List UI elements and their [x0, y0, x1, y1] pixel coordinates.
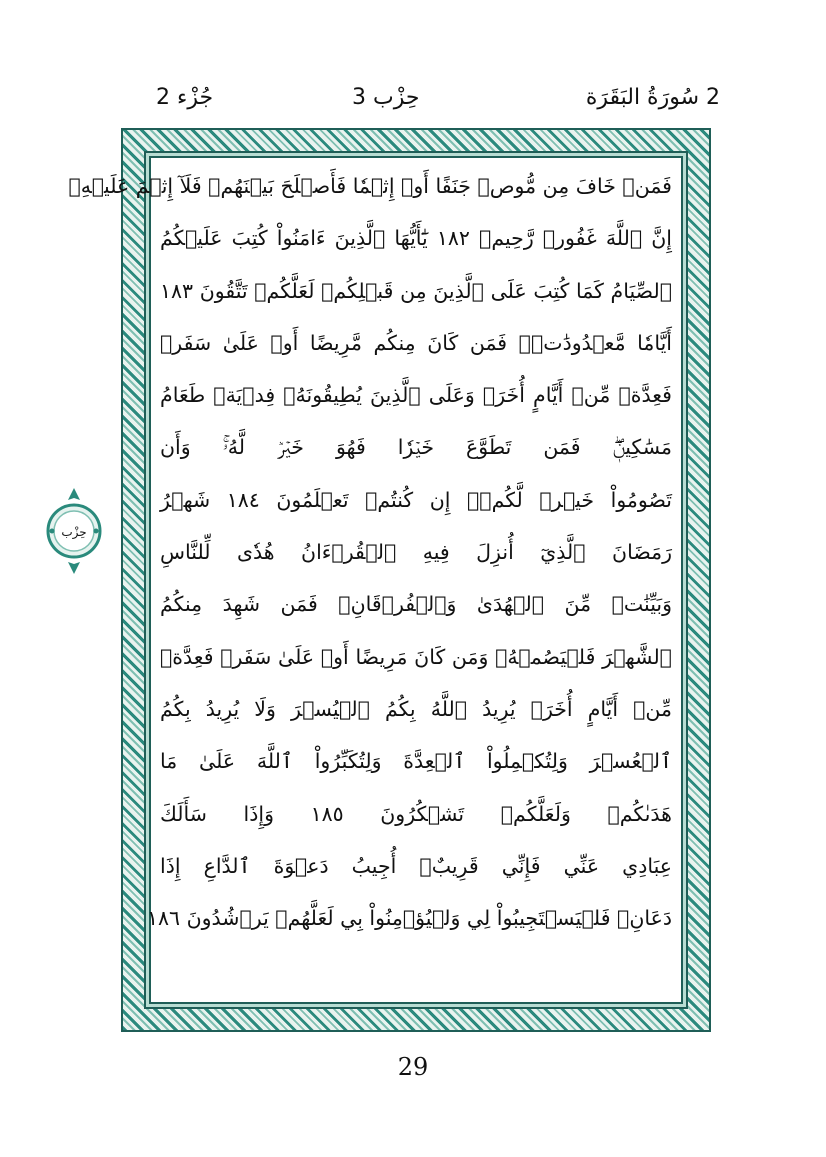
text-line: مِّنۡ أَيَّامٍ أُخَرَۗ يُرِيدُ ٱللَّهُ بِكُمُ ٱلۡيُسۡرَ وَلَا يُرِيدُ بِكُمُ [160, 696, 672, 721]
surah-title: 2 سُورَةُ البَقَرَة [585, 85, 720, 110]
text-line: فَعِدَّةٞ مِّنۡ أَيَّامٍ أُخَرَۚ وَعَلَى ٱلَّذِينَ يُطِيقُونَهُۥ فِدۡيَةٞ طَعَامُ [160, 383, 672, 408]
medallion-label: حِزْب [61, 525, 87, 539]
text-line: ٱلشَّهۡرَ فَلۡيَصُمۡهُۖ وَمَن كَانَ مَرِيضًا أَوۡ عَلَىٰ سَفَرٖ فَعِدَّةٞ [160, 644, 672, 669]
page-header [0, 78, 826, 118]
text-line: تَصُومُواْ خَيۡرٞ لَّكُمۡۖ إِن كُنتُمۡ تَعۡلَمُونَ ١٨٤ شَهۡرُ [160, 487, 672, 512]
text-line: إِنَّ ٱللَّهَ غَفُورٞ رَّحِيمٞ ١٨٢ يَٰٓأَيُّهَا ٱلَّذِينَ ءَامَنُواْ كُتِبَ عَلَيۡكُمُ [160, 226, 673, 251]
text-line: ٱلۡعُسۡرَ وَلِتُكۡمِلُواْ ٱلۡعِدَّةَ وَلِتُكَبِّرُواْ ٱللَّهَ عَلَىٰ مَا [160, 749, 672, 774]
text-line: رَمَضَانَ ٱلَّذِيٓ أُنزِلَ فِيهِ ٱلۡقُرۡءَانُ هُدٗى لِّلنَّاسِ [160, 540, 672, 565]
text-line: دَعَانِۖ فَلۡيَسۡتَجِيبُواْ لِي وَلۡيُؤۡمِنُواْ بِي لَعَلَّهُمۡ يَرۡشُدُونَ ١٨٦ [147, 906, 672, 931]
hizb-medallion-icon [44, 486, 104, 576]
hizb-label: حِزْب 3 [352, 85, 420, 110]
text-line: أَيَّامٗا مَّعۡدُودَٰتٖۚ فَمَن كَانَ مِنكُم مَّرِيضًا أَوۡ عَلَىٰ سَفَرٖ [160, 330, 672, 355]
text-line: فَمَنۡ خَافَ مِن مُّوصٖ جَنَفًا أَوۡ إِثۡمٗا فَأَصۡلَحَ بَيۡنَهُمۡ فَلَآ إِثۡمَ عَلَيۡهِۚ [68, 174, 672, 198]
text-line: مَسَٰكِينٖۖ فَمَن تَطَوَّعَ خَيۡرٗا فَهُوَ خَيۡرٞ لَّهُۥۚ وَأَن [160, 435, 672, 460]
page-number: 29 [397, 1053, 429, 1081]
text-line: ٱلصِّيَامُ كَمَا كُتِبَ عَلَى ٱلَّذِينَ مِن قَبۡلِكُمۡ لَعَلَّكُمۡ تَتَّقُونَ ١٨٣ [160, 278, 672, 303]
juz-label: جُزْء 2 [156, 85, 214, 110]
text-line: هَدَىٰكُمۡ وَلَعَلَّكُمۡ تَشۡكُرُونَ ١٨٥ وَإِذَا سَأَلَكَ [160, 801, 672, 826]
text-line: عِبَادِي عَنِّي فَإِنِّي قَرِيبٌۖ أُجِيبُ دَعۡوَةَ ٱلدَّاعِ إِذَا [160, 853, 672, 878]
text-line: وَبَيِّنَٰتٖ مِّنَ ٱلۡهُدَىٰ وَٱلۡفُرۡقَانِۚ فَمَن شَهِدَ مِنكُمُ [160, 592, 672, 617]
